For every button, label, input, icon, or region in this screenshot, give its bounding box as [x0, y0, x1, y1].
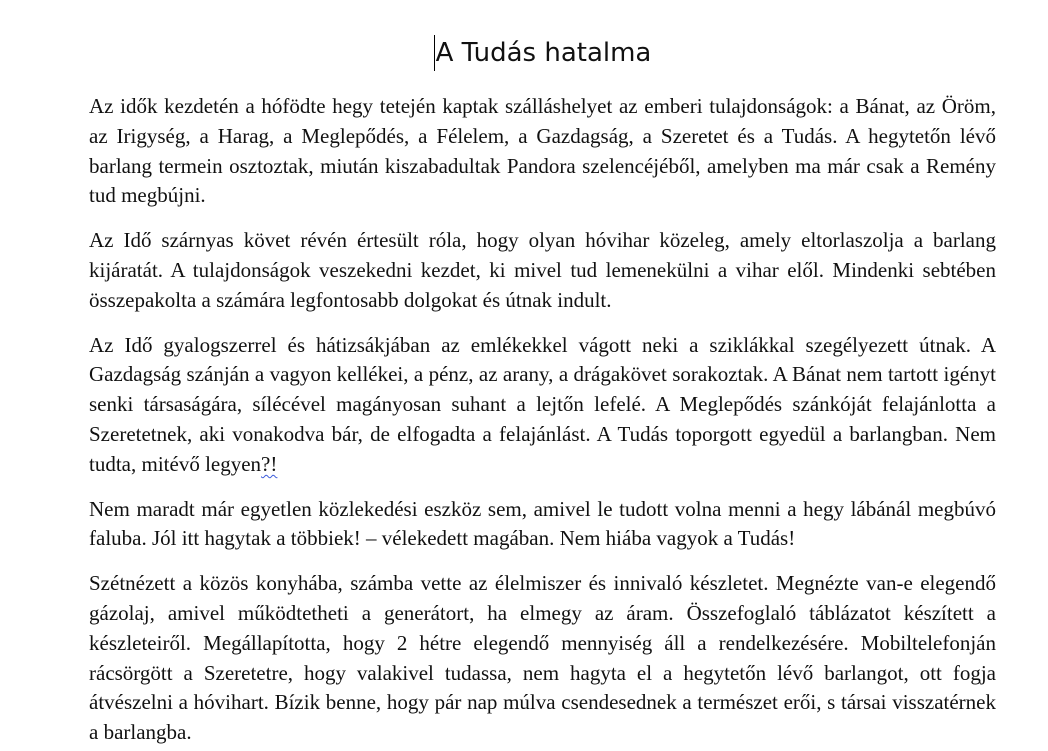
paragraph-3-text: Az Idő gyalogszerrel és hátizsákjában az emlékekkel vágott neki a sziklákkal szegélyezett útnak. A Gazdagság szánján a vagyon kellékei, a pénz, az arany, a drágakövet sorakoztak. A Bánat nem tartott igényt senki társaságára, sílécével magányosan suhant a lejtőn lefelé. A Meglepődés szánkóját felajánlotta a Szeretetnek, aki vonakodva bár, de elfogadta a felajánlást. A Tudás toporgott egyedül a barlangban. Nem tudta, mitévő legyen	[89, 332, 996, 476]
paragraph-2[interactable]: Az Idő szárnyas követ révén értesült róla, hogy olyan hóvihar közeleg, amely eltorlaszolja a barlang kijáratát. A tulajdonságok veszekedni kezdet, ki mivel tud lemenekülni a vihar elől. Mindenki sebtében összepakolta a számára legfontosabb dolgokat és útnak indult.	[89, 228, 996, 312]
paragraph-3[interactable]	[89, 331, 996, 480]
paragraph-4[interactable]: Nem maradt már egyetlen közlekedési eszköz sem, amivel le tudott volna menni a hegy lábánál megbúvó faluba. Jól itt hagytak a többiek! – vélekedett magában. Nem hiába vagyok a Tudás!	[89, 496, 996, 551]
spellcheck-flag[interactable]: ?!	[261, 451, 278, 476]
title-block	[89, 34, 996, 74]
paragraph-1[interactable]: Az idők kezdetén a hófödte hegy tetején kaptak szálláshelyet az emberi tulajdonságok: a Bánat, az Öröm, az Irigység, a Harag, a Meglepődés, a Félelem, a Gazdagság, a Szeretet és a Tudás. A hegytetőn lévő barlang termein osztoztak, miután kiszabadultak Pandora szelencéjéből, amelyben ma már csak a Remény tud megbújni.	[89, 94, 996, 208]
paragraph-5[interactable]: Szétnézett a közös konyhába, számba vette az élelmiszer és innivaló készletet. Megnézte van-e elegendő gázolaj, amivel működtetheti a generátort, ha elmegy az áram. Összefoglaló táblázatot készített a készleteiről. Megállapította, hogy 2 hétre elegendő mennyiség áll a rendelkezésére. Mobiltelefonján rácsörgött a Szeretetre, hogy valakivel tudassa, nem hagyta el a hegytetőn lévő barlangot, ott fogja átvészelni a hóvihart. Bízik benne, hogy pár nap múlva csendesednek a természet erői, s társai visszatérnek a barlangba.	[89, 571, 996, 745]
document-title[interactable]	[434, 34, 652, 72]
document-title-text: A Tudás hatalma	[435, 38, 652, 68]
document-page[interactable]	[89, 0, 996, 748]
text-cursor	[434, 35, 435, 71]
